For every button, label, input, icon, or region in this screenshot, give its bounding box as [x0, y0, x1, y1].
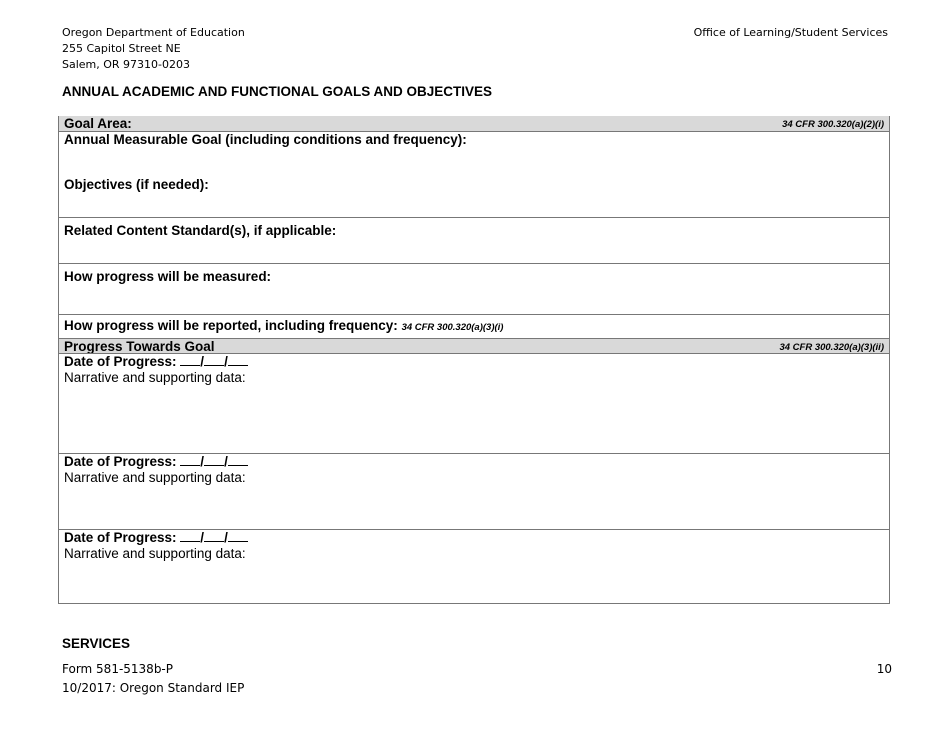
- sep: /: [200, 354, 205, 369]
- page-title: ANNUAL ACADEMIC AND FUNCTIONAL GOALS AND OBJECTIVES: [62, 84, 493, 99]
- progress-row: [59, 338, 889, 354]
- sep: /: [224, 354, 228, 369]
- form-version: 10/2017: Oregon Standard IEP: [62, 681, 245, 695]
- reported-cfr: 34 CFR 300.320(a)(3)(i): [401, 322, 504, 333]
- date-label: Date of Progress:: [64, 454, 177, 469]
- narrative-label: Narrative and supporting data:: [64, 470, 246, 485]
- page-number: 10: [876, 662, 892, 676]
- org-name: Oregon Department of Education: [62, 26, 245, 39]
- footer: [62, 660, 244, 698]
- date-label: Date of Progress:: [64, 530, 177, 545]
- goal-area-row: [59, 116, 889, 131]
- reported-field[interactable]: [59, 314, 889, 338]
- content-standard-field[interactable]: [59, 217, 889, 264]
- progress-entry[interactable]: [59, 353, 889, 454]
- goal-area-label: Goal Area:: [64, 116, 132, 131]
- services-heading: SERVICES: [62, 636, 131, 651]
- annual-goal-field[interactable]: [59, 131, 889, 218]
- sep: /: [200, 454, 205, 469]
- content-standard-label: Related Content Standard(s), if applicable:: [64, 223, 337, 238]
- sep: /: [200, 530, 205, 545]
- measured-label: How progress will be measured:: [64, 269, 272, 284]
- progress-label: Progress Towards Goal: [64, 339, 215, 354]
- form-number: Form 581-5138b-P: [62, 662, 173, 676]
- progress-entry[interactable]: [59, 453, 889, 530]
- street: 255 Capitol Street NE: [62, 42, 181, 55]
- annual-goal-label: Annual Measurable Goal (including conditions and frequency):: [64, 132, 467, 147]
- sep: /: [224, 454, 228, 469]
- narrative-label: Narrative and supporting data:: [64, 370, 246, 385]
- narrative-label: Narrative and supporting data:: [64, 546, 246, 561]
- office-name: Office of Learning/Student Services: [693, 26, 888, 39]
- org-address: [62, 25, 245, 73]
- progress-cfr: 34 CFR 300.320(a)(3)(ii): [779, 342, 884, 353]
- objectives-label: Objectives (if needed):: [64, 177, 209, 192]
- sep: /: [224, 530, 228, 545]
- goal-area-cfr: 34 CFR 300.320(a)(2)(i): [782, 119, 884, 130]
- date-label: Date of Progress:: [64, 354, 177, 369]
- city: Salem, OR 97310-0203: [62, 58, 191, 71]
- goals-table: [58, 116, 890, 604]
- progress-entry[interactable]: [59, 529, 889, 604]
- reported-label: How progress will be reported, including frequency:: [64, 318, 398, 333]
- measured-field[interactable]: [59, 263, 889, 315]
